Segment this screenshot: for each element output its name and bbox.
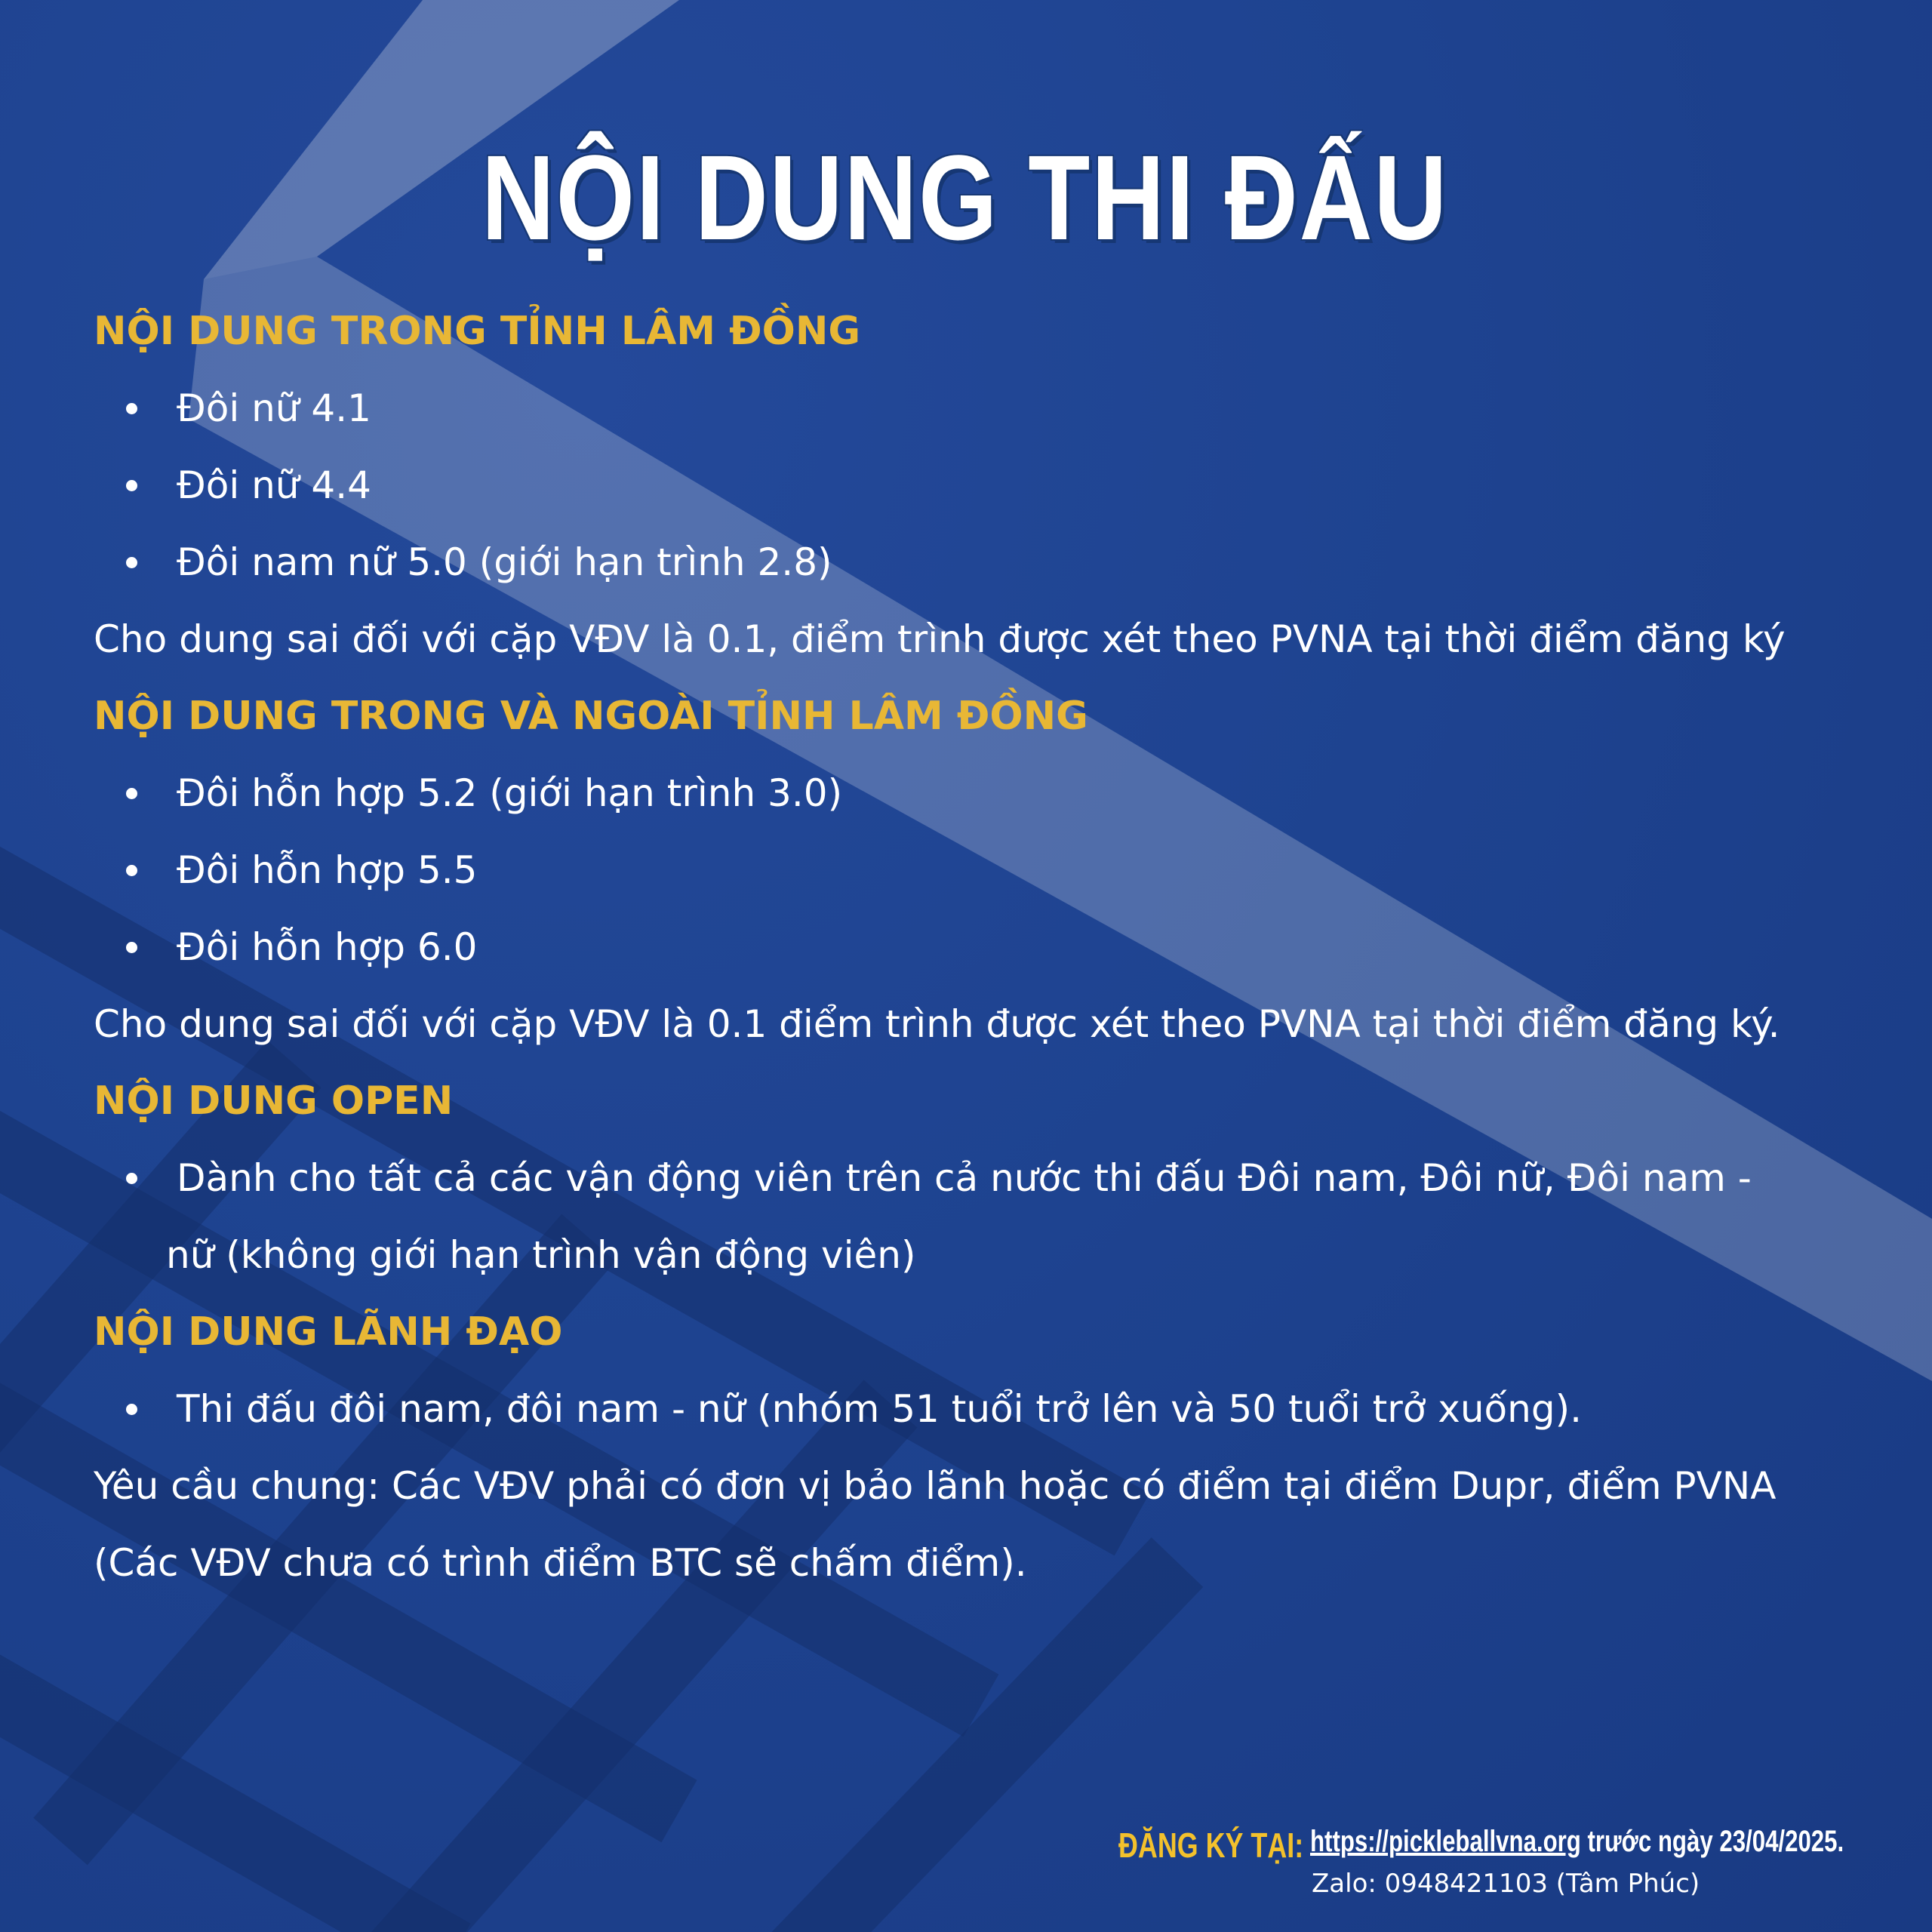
bullet-icon [126, 403, 137, 414]
general-requirement: Yêu cầu chung: Các VĐV phải có đơn vị bảo lãnh hoặc có điểm tại điểm Dupr, điểm PVNA [94, 1464, 1777, 1508]
list-item: Thi đấu đôi nam, đôi nam - nữ (nhóm 51 tuổi trở lên và 50 tuổi trở xuống). [94, 1371, 1875, 1447]
register-info [1310, 1825, 1844, 1859]
section-heading-trong-ngoai-tinh: NỘI DUNG TRONG VÀ NGOÀI TỈNH LÂM ĐỒNG [94, 694, 1088, 739]
bullet-icon [126, 1173, 137, 1184]
general-requirement-note: (Các VĐV chưa có trình điểm BTC sẽ chấm điểm). [94, 1541, 1027, 1585]
bullet-icon [126, 788, 137, 799]
bullet-icon [126, 480, 137, 491]
content [94, 293, 1875, 1601]
page-title: NỘI DUNG THI ĐẤU [481, 130, 1449, 265]
list-item: Đôi nam nữ 5.0 (giới hạn trình 2.8) [94, 524, 1875, 601]
section-note: Cho dung sai đối với cặp VĐV là 0.1, điểm trình được xét theo PVNA tại thời điểm đăng ký [94, 617, 1786, 661]
bullet-icon [126, 557, 137, 568]
register-deadline: trước ngày 23/04/2025. [1580, 1825, 1844, 1858]
list-item: Đôi nữ 4.4 [94, 447, 1875, 524]
list-item: Dành cho tất cả các vận động viên trên cả nước thi đấu Đôi nam, Đôi nữ, Đôi nam - nữ (không giới hạn trình vận động viên) [94, 1140, 1875, 1294]
register-label: ĐĂNG KÝ TẠI: [1118, 1826, 1304, 1865]
list-item: Đôi hỗn hợp 5.2 (giới hạn trình 3.0) [94, 755, 1875, 832]
list-item: Đôi nữ 4.1 [94, 370, 1875, 447]
section-heading-open: NỘI DUNG OPEN [94, 1078, 454, 1124]
bullet-icon [126, 865, 137, 876]
register-link[interactable]: https://pickleballvna.org [1310, 1825, 1581, 1858]
list-item: Đôi hỗn hợp 6.0 [94, 909, 1875, 986]
list-item: Đôi hỗn hợp 5.5 [94, 832, 1875, 909]
section-heading-lam-dong: NỘI DUNG TRONG TỈNH LÂM ĐỒNG [94, 309, 861, 354]
zalo-contact: Zalo: 0948421103 (Tâm Phúc) [1312, 1869, 1700, 1899]
bullet-icon [126, 942, 137, 953]
section-heading-lanh-dao: NỘI DUNG LÃNH ĐẠO [94, 1309, 563, 1355]
bullet-icon [126, 1404, 137, 1415]
section-note: Cho dung sai đối với cặp VĐV là 0.1 điểm trình được xét theo PVNA tại thời điểm đăng ký. [94, 1002, 1780, 1046]
